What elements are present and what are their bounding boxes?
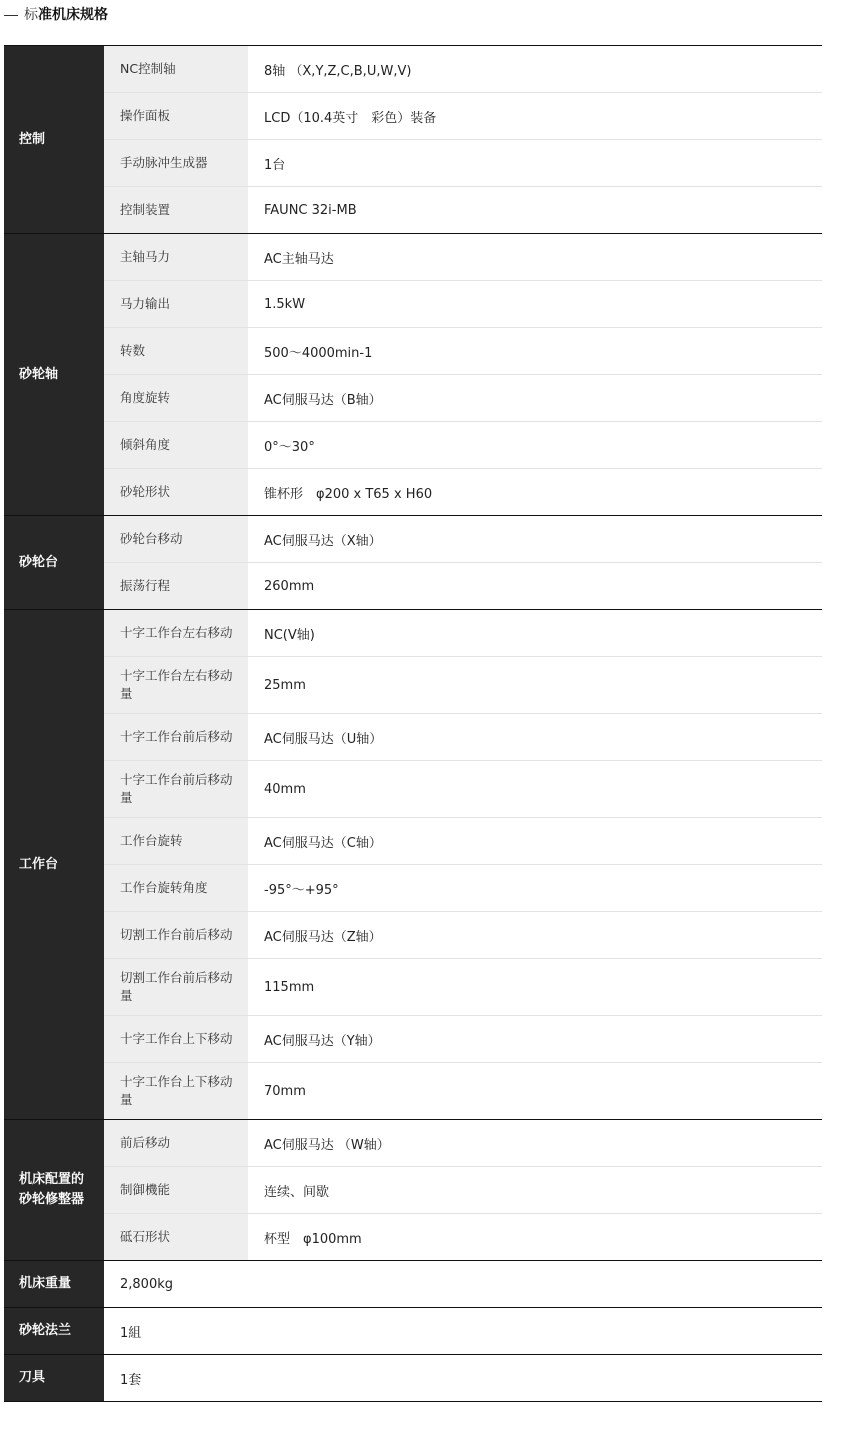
spec-label: 操作面板: [104, 93, 248, 140]
spec-value: 260mm: [248, 563, 822, 610]
table-row: [4, 818, 822, 865]
spec-value: 1組: [104, 1308, 822, 1355]
spec-value: AC伺服马达（X轴）: [248, 516, 822, 563]
spec-value: 1台: [248, 140, 822, 187]
spec-label: 切割工作台前后移动: [104, 912, 248, 959]
spec-value: 115mm: [248, 959, 822, 1016]
table-row: [4, 187, 822, 234]
spec-value: AC伺服马达（B轴）: [248, 375, 822, 422]
category-label: 砂轮法兰: [4, 1308, 104, 1355]
category-label: 刀具: [4, 1355, 104, 1402]
spec-label: 倾斜角度: [104, 422, 248, 469]
table-row: [4, 328, 822, 375]
table-row: [4, 1261, 822, 1308]
table-row: [4, 93, 822, 140]
category-label: 工作台: [19, 856, 59, 872]
spec-value: 25mm: [248, 657, 822, 714]
category-label: 控制: [19, 131, 46, 147]
table-row: [4, 422, 822, 469]
spec-value: 70mm: [248, 1063, 822, 1120]
section-heading: [4, 4, 108, 26]
table-row: [4, 469, 822, 516]
spec-label: 十字工作台左右移动: [104, 610, 248, 657]
spec-value: 40mm: [248, 761, 822, 818]
spec-value: AC伺服马达（C轴）: [248, 818, 822, 865]
table-row: [4, 281, 822, 328]
category-label: 砂轮修整器: [19, 1192, 85, 1207]
spec-value: AC伺服马达（U轴）: [248, 714, 822, 761]
table-row: [4, 1308, 822, 1355]
spec-value: 8轴 （X,Y,Z,C,B,U,W,V): [248, 46, 822, 93]
section-heading-title: 准机床规格: [38, 7, 108, 23]
spec-label: 角度旋转: [104, 375, 248, 422]
dash-icon: [4, 15, 18, 16]
spec-label: 工作台旋转角度: [104, 865, 248, 912]
spec-value: 杯型 φ100mm: [248, 1214, 822, 1261]
spec-value: 500～4000min-1: [248, 328, 822, 375]
spec-value: 1.5kW: [248, 281, 822, 328]
category-label: 砂轮轴: [19, 366, 59, 382]
spec-label: 制御機能: [104, 1167, 248, 1214]
table-row: [4, 1214, 822, 1261]
spec-label: 砥石形状: [104, 1214, 248, 1261]
table-row: [4, 1016, 822, 1063]
spec-label: 振荡行程: [104, 563, 248, 610]
spec-label: 主轴马力: [104, 234, 248, 281]
table-row: [4, 1063, 822, 1120]
category-cell: [4, 46, 104, 234]
table-row: [4, 1120, 822, 1167]
spec-label: 手动脉冲生成器: [104, 140, 248, 187]
table-row: [4, 714, 822, 761]
spec-label: 十字工作台前后移动: [104, 714, 248, 761]
spec-value: 连续、间歇: [248, 1167, 822, 1214]
spec-value: AC伺服马达（Z轴）: [248, 912, 822, 959]
spec-value: AC主轴马达: [248, 234, 822, 281]
spec-value: FAUNC 32i-MB: [248, 187, 822, 234]
spec-label: 切割工作台前后移动量: [104, 959, 248, 1016]
category-label: 机床配置的: [19, 1172, 85, 1187]
spec-value: 1套: [104, 1355, 822, 1402]
spec-label: 十字工作台前后移动量: [104, 761, 248, 818]
table-row: [4, 1355, 822, 1402]
table-row: [4, 912, 822, 959]
table-row: [4, 375, 822, 422]
spec-value: AC伺服马达（Y轴）: [248, 1016, 822, 1063]
spec-label: 马力输出: [104, 281, 248, 328]
spec-label: 十字工作台上下移动量: [104, 1063, 248, 1120]
table-row: [4, 46, 822, 93]
table-row: [4, 140, 822, 187]
table-row: [4, 959, 822, 1016]
category-cell: [4, 234, 104, 516]
spec-label: 工作台旋转: [104, 818, 248, 865]
spec-value: 锥杯形 φ200 x T65 x H60: [248, 469, 822, 516]
table-row: [4, 610, 822, 657]
spec-table: [4, 45, 822, 1402]
table-row: [4, 1167, 822, 1214]
table-row: [4, 761, 822, 818]
category-label: 机床重量: [4, 1261, 104, 1308]
category-cell: [4, 1120, 104, 1261]
spec-value: 0°～30°: [248, 422, 822, 469]
category-label: 砂轮台: [19, 554, 59, 570]
spec-label: 十字工作台左右移动量: [104, 657, 248, 714]
spec-value: 2,800kg: [104, 1261, 822, 1308]
spec-label: 砂轮台移动: [104, 516, 248, 563]
table-row: [4, 563, 822, 610]
spec-value: AC伺服马达 （W轴）: [248, 1120, 822, 1167]
table-row: [4, 865, 822, 912]
spec-label: 控制装置: [104, 187, 248, 234]
spec-label: 十字工作台上下移动: [104, 1016, 248, 1063]
category-cell: [4, 610, 104, 1120]
table-row: [4, 516, 822, 563]
table-row: [4, 234, 822, 281]
table-row: [4, 657, 822, 714]
spec-label: 前后移动: [104, 1120, 248, 1167]
spec-value: -95°～+95°: [248, 865, 822, 912]
spec-label: 转数: [104, 328, 248, 375]
spec-label: 砂轮形状: [104, 469, 248, 516]
category-cell: [4, 516, 104, 610]
spec-value: NC(V轴): [248, 610, 822, 657]
spec-label: NC控制轴: [104, 46, 248, 93]
spec-value: LCD（10.4英寸 彩色）装备: [248, 93, 822, 140]
section-heading-prefix: 标: [24, 7, 38, 23]
